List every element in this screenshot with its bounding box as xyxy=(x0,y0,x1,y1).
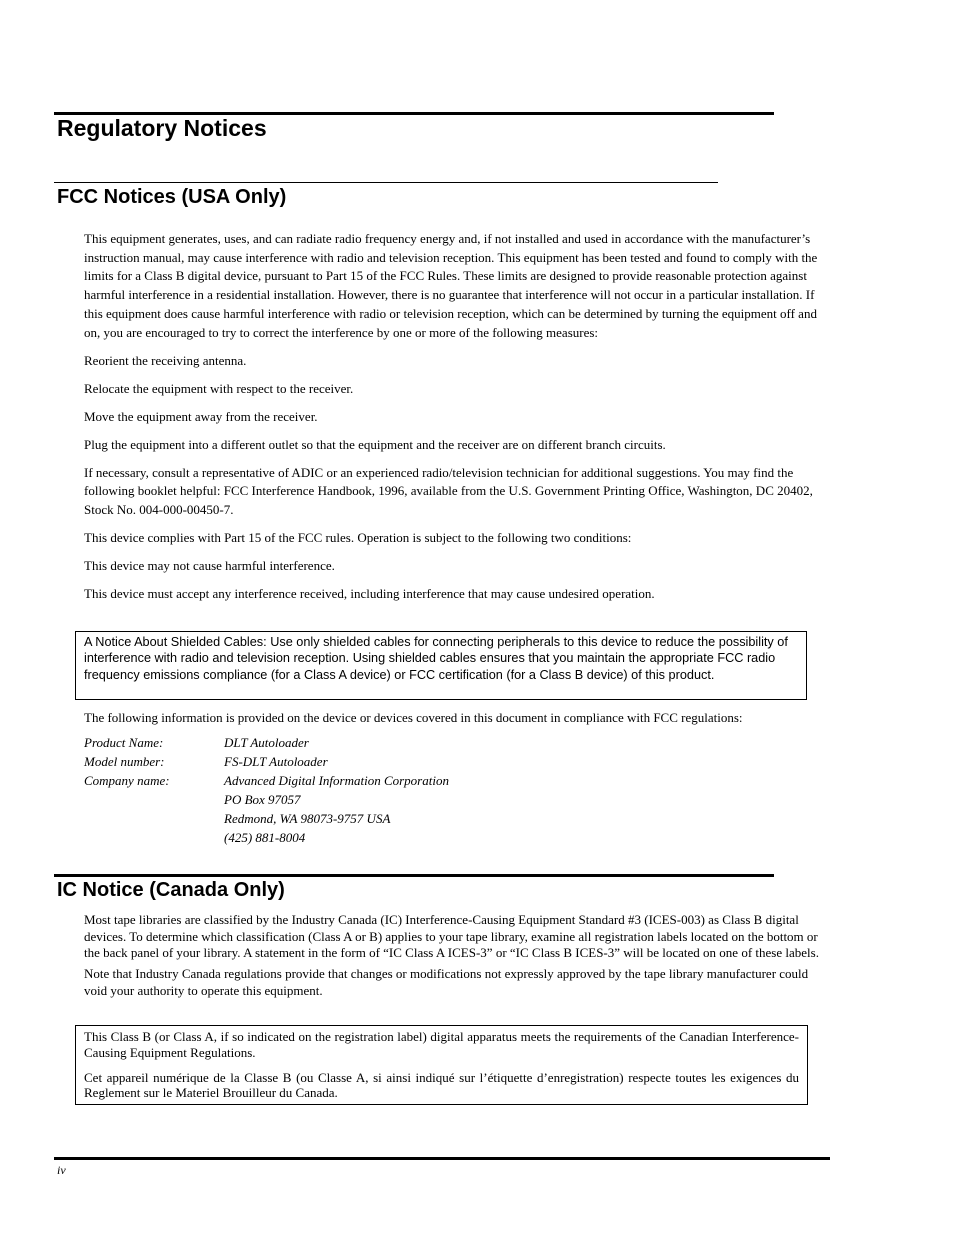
model-number-row xyxy=(84,753,449,772)
product-info xyxy=(84,734,449,847)
product-name-value: DLT Autoloader xyxy=(224,735,309,750)
ic-rule xyxy=(54,874,774,877)
fcc-condition: This device may not cause harmful interference. xyxy=(84,557,335,573)
page-number: iv xyxy=(57,1163,66,1177)
fcc-paragraph: This device complies with Part 15 of the FCC rules. Operation is subject to the following two conditions: xyxy=(84,529,632,545)
company-name-value: Advanced Digital Information Corporation xyxy=(224,772,449,788)
phone-row xyxy=(84,829,449,848)
fcc-body xyxy=(84,230,829,613)
following-info: The following information is provided on the device or devices covered in this document in compliance with FCC regulations: xyxy=(84,710,743,725)
canada-statement-french: Cet appareil numérique de la Classe B (ou Classe A, si ainsi indiqué sur l’étiquette d’enregistration) respecte toutes les exigences du Reglement sur le Materiel Brouilleur du Canada. xyxy=(84,1069,799,1101)
canada-compliance-box xyxy=(75,1025,808,1105)
ic-paragraph: Note that Industry Canada regulations provide that changes or modifications not expressly approved by the tape library manufacturer could void your authority to operate this equipment. xyxy=(84,966,809,998)
ic-paragraph: Most tape libraries are classified by the Industry Canada (IC) Interference-Causing Equipment Standard #3 (ICES-003) as Class B digital devices. To determine which classification (Class A or B) applies to your tape library, examine all registration labels located on the bottom or the back panel of your library. A statement in the form of “IC Class A ICES-3” or “IC Class B ICES-3” will be located on one of these labels. xyxy=(84,912,819,960)
company-name-row xyxy=(84,772,449,791)
product-name-label: Product Name: xyxy=(84,735,164,750)
fcc-measure: Move the equipment away from the receiver. xyxy=(84,408,318,424)
fcc-measure: Plug the equipment into a different outlet so that the equipment and the receiver are on different branch circuits. xyxy=(84,436,666,452)
fcc-measure: Reorient the receiving antenna. xyxy=(84,352,247,368)
footer-rule xyxy=(54,1157,830,1160)
shielded-cables-notice: A Notice About Shielded Cables: Use only shielded cables for connecting peripherals to this device to reduce the possibility of interference with radio and television reception. Using shielded cables ensures that you maintain the appropriate FCC radio frequency emissions compliance (for a Class A device) or FCC certification (for a Class B device) of this product. xyxy=(75,631,807,700)
canada-statement-english: This Class B (or Class A, if so indicated on the registration label) digital apparatus meets the requirements of the Canadian Interference-Causing Equipment Regulations. xyxy=(84,1029,799,1060)
company-name-label: Company name: xyxy=(84,772,170,788)
fcc-measure: Relocate the equipment with respect to the receiver. xyxy=(84,380,354,396)
page-title: Regulatory Notices xyxy=(57,115,267,141)
ic-body xyxy=(84,912,829,1004)
address-line1: PO Box 97057 xyxy=(224,791,301,807)
address-line2-row xyxy=(84,810,449,829)
fcc-paragraph: This equipment generates, uses, and can radiate radio frequency energy and, if not installed and used in accordance with the manufacturer’s instruction manual, may cause interference with radio and television reception. This equipment has been tested and found to comply with the limits for a Class B digital device, pursuant to Part 15 of the FCC Rules. These limits are designed to provide reasonable protection against harmful interference in a residential installation. However, there is no guarantee that interference will not occur in a particular installation. If this equipment does cause harmful interference with radio or television reception, which can be determined by turning the equipment off and on, you are encouraged to try to correct the interference by one or more of the following measures: xyxy=(84,231,818,340)
fcc-rule xyxy=(54,182,718,183)
ic-heading: IC Notice (Canada Only) xyxy=(57,879,285,901)
address-line1-row xyxy=(84,791,449,810)
model-number-label: Model number: xyxy=(84,753,165,769)
address-line2: Redmond, WA 98073-9757 USA xyxy=(224,810,391,826)
fcc-condition: This device must accept any interference received, including interference that may cause undesired operation. xyxy=(84,585,655,601)
product-name-row xyxy=(84,734,449,753)
model-number-value: FS-DLT Autoloader xyxy=(224,753,328,769)
fcc-heading: FCC Notices (USA Only) xyxy=(57,186,287,208)
phone-number: (425) 881-8004 xyxy=(224,829,306,845)
fcc-paragraph: If necessary, consult a representative of ADIC or an experienced radio/television technician for additional suggestions. You may find the following booklet helpful: FCC Interference Handbook, 1996, available from the U.S. Government Printing Office, Washington, DC 20402, Stock No. 004-000-00450-7. xyxy=(84,464,813,517)
